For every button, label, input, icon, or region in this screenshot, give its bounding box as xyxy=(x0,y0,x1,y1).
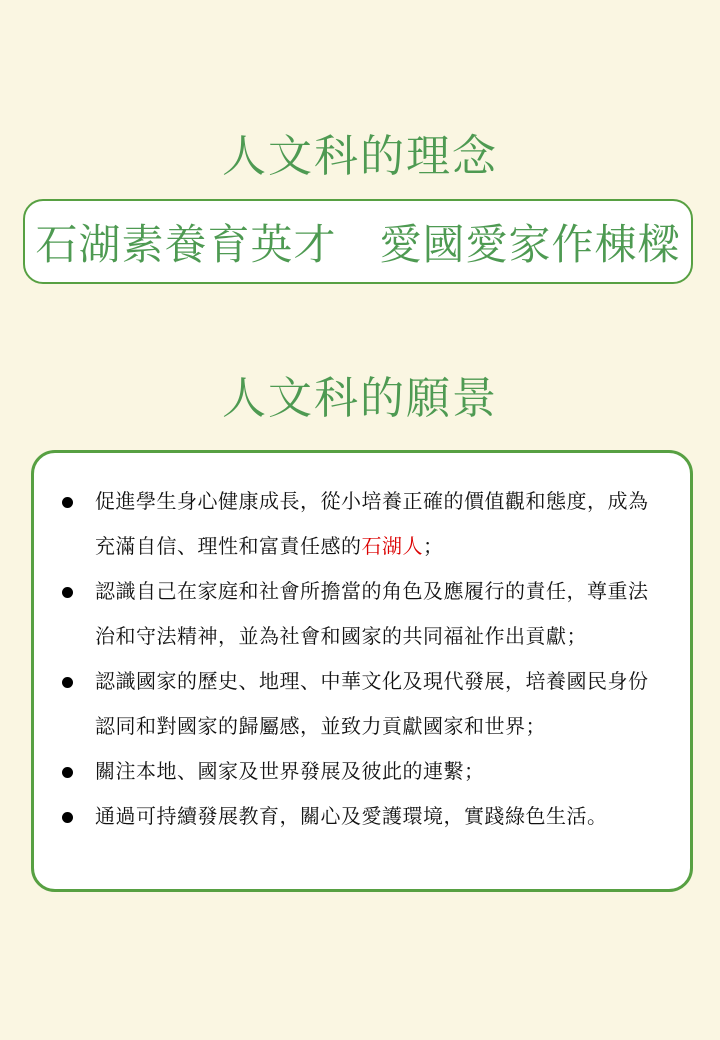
vision-list-box xyxy=(31,450,693,892)
list-item xyxy=(34,750,690,795)
bullet-icon xyxy=(62,497,73,508)
bullet-text-after: ； xyxy=(423,536,444,558)
bullet-text-main: 通過可持續發展教育，關心及愛護環境，實踐綠色生活。 xyxy=(95,806,608,828)
bullet-text xyxy=(95,660,667,750)
list-item xyxy=(34,480,690,570)
bullet-text xyxy=(95,480,667,570)
bullet-icon xyxy=(62,767,73,778)
bullet-icon xyxy=(62,587,73,598)
bullet-text xyxy=(95,570,667,660)
bullet-text-main: 認識自己在家庭和社會所擔當的角色及應履行的責任，尊重法治和守法精神，並為社會和國家的共同福祉作出貢獻； xyxy=(95,581,649,648)
bullet-text xyxy=(95,795,667,840)
philosophy-section-title: 人文科的理念 xyxy=(222,132,498,181)
bullet-text-main: 認識國家的歷史、地理、中華文化及現代發展，培養國民身份認同和對國家的歸屬感，並致力貢獻國家和世界； xyxy=(95,671,649,738)
list-item xyxy=(34,660,690,750)
list-item xyxy=(34,570,690,660)
philosophy-motto-text: 石湖素養育英才 愛國愛家作棟樑 xyxy=(35,222,681,269)
list-item xyxy=(34,795,690,840)
bullet-icon xyxy=(62,812,73,823)
bullet-text xyxy=(95,750,667,795)
bullet-text-main: 關注本地、國家及世界發展及彼此的連繫； xyxy=(95,761,485,783)
vision-section-title: 人文科的願景 xyxy=(222,374,498,423)
bullet-icon xyxy=(62,677,73,688)
bullet-text-highlight: 石湖人 xyxy=(361,536,423,558)
bullet-text-main: 促進學生身心健康成長，從小培養正確的價值觀和態度，成為充滿自信、理性和富責任感的 xyxy=(95,491,649,558)
philosophy-motto-box xyxy=(23,199,693,284)
